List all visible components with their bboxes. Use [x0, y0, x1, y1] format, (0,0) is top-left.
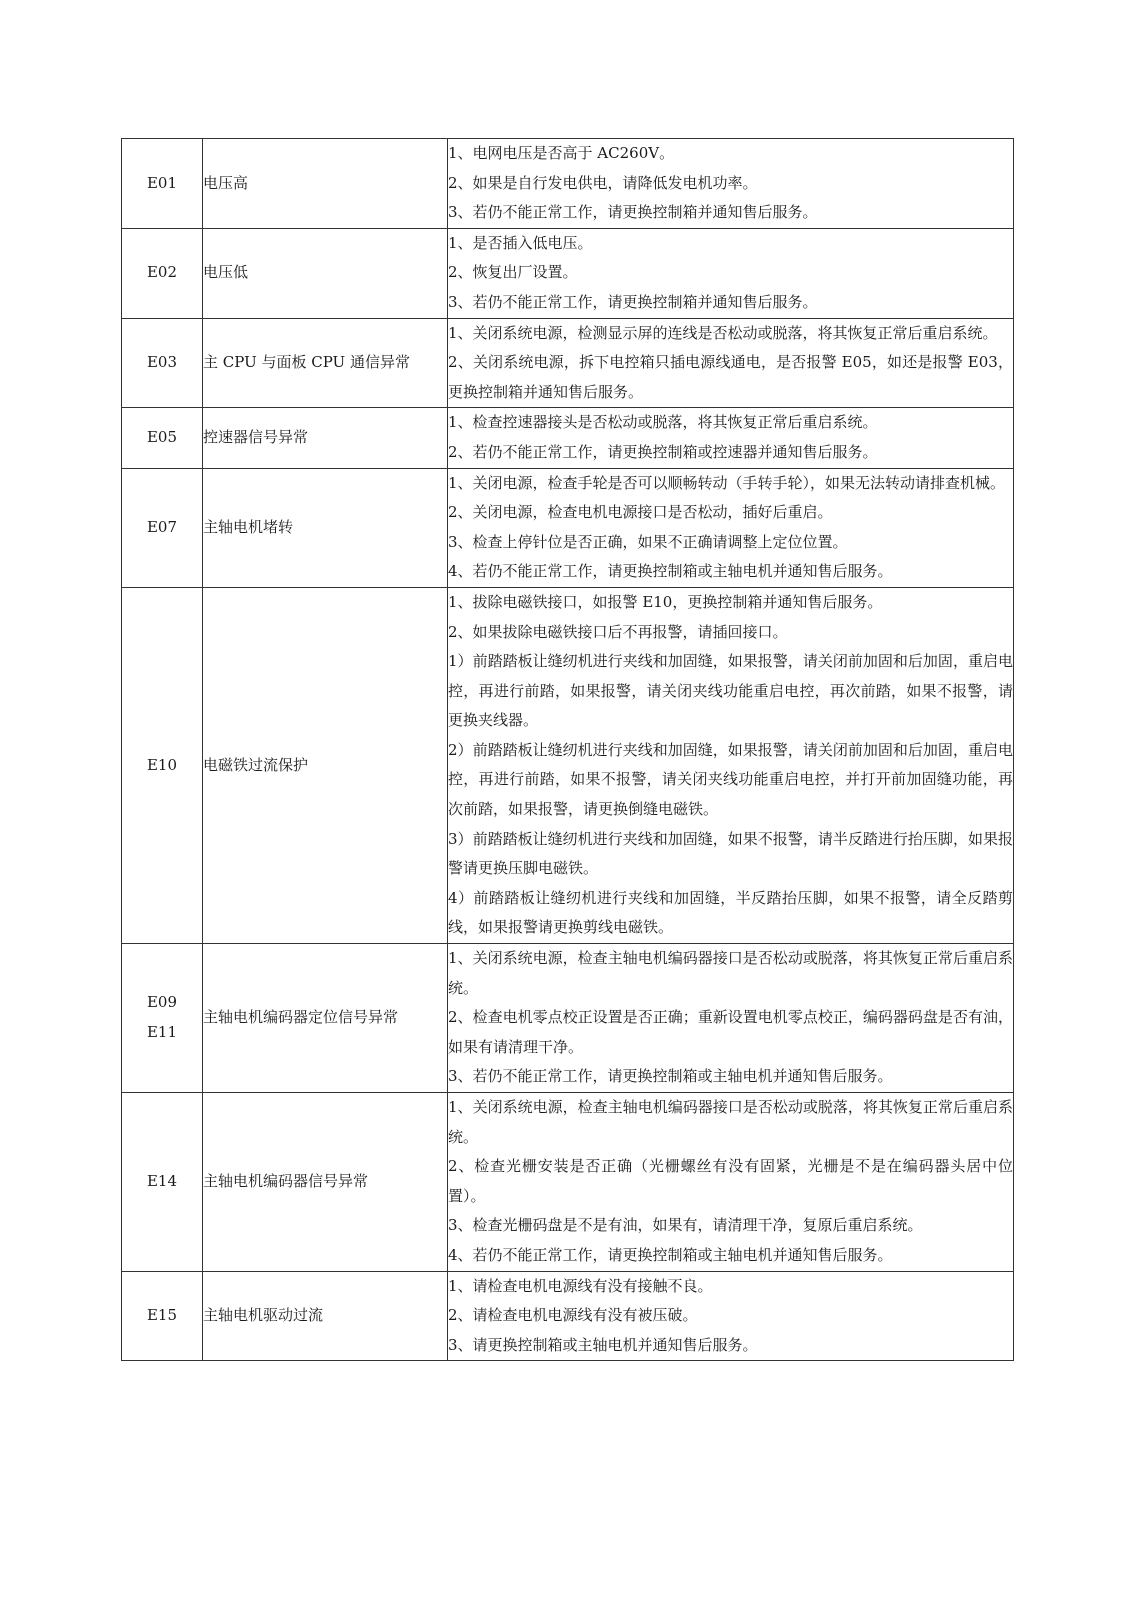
- fault-step: 4）前踏踏板让缝纫机进行夹线和加固缝，半反踏抬压脚，如果不报警，请全反踏剪线，如果报警请更换剪线电磁铁。: [448, 888, 1013, 937]
- fault-table-body: [122, 139, 1014, 1361]
- fault-row: [122, 1093, 1014, 1272]
- fault-step: 3、请更换控制箱或主轴电机并通知售后服务。: [448, 1335, 758, 1354]
- fault-code-cell: [122, 318, 203, 408]
- fault-step: 3、检查上停针位是否正确，如果不正确请调整上定位位置。: [448, 532, 848, 551]
- fault-name: 主轴电机编码器定位信号异常: [203, 944, 448, 1093]
- fault-code: E02: [146, 263, 178, 282]
- fault-step: 1、电网电压是否高于 AC260V。: [448, 144, 675, 162]
- fault-name: 控速器信号异常: [203, 408, 448, 468]
- fault-code: E03: [146, 353, 178, 372]
- fault-code: E14: [146, 1171, 178, 1190]
- fault-row: [122, 468, 1014, 587]
- fault-steps-cell: [448, 468, 1014, 587]
- fault-steps-cell: [448, 228, 1014, 318]
- fault-step: 3、若仍不能正常工作，请更换控制箱并通知售后服务。: [448, 292, 818, 311]
- fault-steps-cell: [448, 944, 1014, 1093]
- fault-step: 1、关闭系统电源，检测显示屏的连线是否松动或脱落，将其恢复正常后重启系统。: [448, 323, 998, 342]
- fault-steps-cell: [448, 139, 1014, 229]
- fault-code: E11: [146, 1023, 178, 1042]
- fault-code: E09: [146, 993, 178, 1012]
- fault-row: [122, 318, 1014, 408]
- fault-step: 3、检查光栅码盘是不是有油，如果有，请清理干净，复原后重启系统。: [448, 1216, 923, 1235]
- fault-step: 1、请检查电机电源线有没有接触不良。: [448, 1276, 713, 1295]
- fault-row: [122, 139, 1014, 229]
- fault-step: 1、检查控速器接头是否松动或脱落，将其恢复正常后重启系统。: [448, 413, 878, 432]
- fault-code-cell: [122, 468, 203, 587]
- fault-step: 1、关闭电源，检查手轮是否可以顺畅转动（手转手轮），如果无法转动请排查机械。: [448, 473, 1006, 492]
- fault-code: E01: [146, 173, 178, 192]
- fault-step: 4、若仍不能正常工作，请更换控制箱或主轴电机并通知售后服务。: [448, 1245, 893, 1264]
- fault-code-cell: [122, 1093, 203, 1272]
- fault-code-sheet: [121, 138, 1014, 1361]
- fault-code-cell: [122, 228, 203, 318]
- fault-name: 主轴电机驱动过流: [203, 1271, 448, 1361]
- fault-code-cell: [122, 587, 203, 943]
- fault-code: E07: [146, 517, 178, 536]
- fault-steps-cell: [448, 1271, 1014, 1361]
- fault-code-cell: [122, 408, 203, 468]
- fault-step: 2、如果拔除电磁铁接口后不再报警，请插回接口。: [448, 622, 788, 641]
- fault-code: E15: [146, 1306, 178, 1325]
- fault-row: [122, 944, 1014, 1093]
- fault-step: 1）前踏踏板让缝纫机进行夹线和加固缝，如果报警，请关闭前加固和后加固，重启电控，再进行前踏，如果报警，请关闭夹线功能重启电控，再次前踏，如果不报警，请更换夹线器。: [448, 652, 1013, 730]
- fault-code-cell: [122, 1271, 203, 1361]
- fault-code-cell: [122, 944, 203, 1093]
- fault-code-cell: [122, 139, 203, 229]
- fault-name: 电压低: [203, 228, 448, 318]
- fault-row: [122, 228, 1014, 318]
- fault-name: 主轴电机编码器信号异常: [203, 1093, 448, 1272]
- fault-steps-cell: [448, 408, 1014, 468]
- fault-row: [122, 1271, 1014, 1361]
- fault-steps-cell: [448, 1093, 1014, 1272]
- fault-steps-cell: [448, 318, 1014, 408]
- fault-step: 2、恢复出厂设置。: [448, 263, 578, 282]
- fault-row: [122, 408, 1014, 468]
- fault-name: 电压高: [203, 139, 448, 229]
- fault-row: [122, 587, 1014, 943]
- fault-steps-cell: [448, 587, 1014, 943]
- fault-step: 2、关闭电源，检查电机电源接口是否松动，插好后重启。: [448, 503, 833, 522]
- fault-step: 1、关闭系统电源，检查主轴电机编码器接口是否松动或脱落，将其恢复正常后重启系统。: [448, 1098, 1013, 1146]
- fault-step: 2、关闭系统电源，拆下电控箱只插电源线通电，是否报警 E05，如还是报警 E03，更换控制箱并通知售后服务。: [448, 353, 1013, 401]
- fault-code: E10: [146, 755, 178, 774]
- fault-step: 2、请检查电机电源线有没有被压破。: [448, 1306, 698, 1325]
- fault-step: 1、关闭系统电源，检查主轴电机编码器接口是否松动或脱落，将其恢复正常后重启系统。: [448, 949, 1013, 997]
- fault-step: 3、若仍不能正常工作，请更换控制箱或主轴电机并通知售后服务。: [448, 1067, 893, 1086]
- fault-step: 3）前踏踏板让缝纫机进行夹线和加固缝，如果不报警，请半反踏进行抬压脚，如果报警请更换压脚电磁铁。: [448, 829, 1013, 878]
- fault-name: 主 CPU 与面板 CPU 通信异常: [203, 318, 448, 408]
- fault-step: 3、若仍不能正常工作，请更换控制箱并通知售后服务。: [448, 203, 818, 222]
- fault-step: 4、若仍不能正常工作，请更换控制箱或主轴电机并通知售后服务。: [448, 562, 893, 581]
- fault-name: 主轴电机堵转: [203, 468, 448, 587]
- fault-code-table: [121, 138, 1014, 1361]
- fault-step: 2、检查电机零点校正设置是否正确；重新设置电机零点校正，编码器码盘是否有油，如果有请清理干净。: [448, 1008, 1013, 1056]
- fault-step: 2、检查光栅安装是否正确（光栅螺丝有没有固紧，光栅是不是在编码器头居中位置）。: [448, 1157, 1013, 1205]
- fault-step: 1、拔除电磁铁接口，如报警 E10，更换控制箱并通知售后服务。: [448, 592, 883, 611]
- fault-step: 1、是否插入低电压。: [448, 233, 593, 252]
- fault-step: 2、如果是自行发电供电，请降低发电机功率。: [448, 173, 758, 192]
- fault-step: 2、若仍不能正常工作，请更换控制箱或控速器并通知售后服务。: [448, 442, 878, 461]
- fault-name: 电磁铁过流保护: [203, 587, 448, 943]
- fault-code: E05: [146, 428, 178, 447]
- fault-step: 2）前踏踏板让缝纫机进行夹线和加固缝，如果报警，请关闭前加固和后加固，重启电控，再进行前踏，如果不报警，请关闭夹线功能重启电控，并打开前加固缝功能，再次前踏，如果报警，请更换倒缝电磁铁。: [448, 740, 1013, 819]
